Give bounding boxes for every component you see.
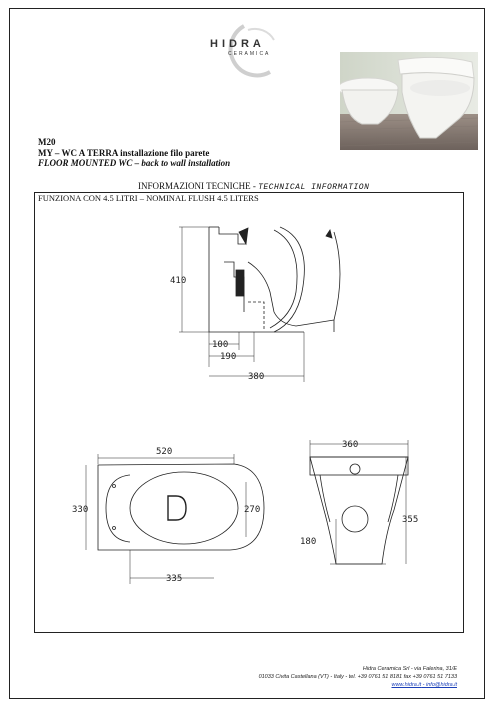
dim-front-355: 355 <box>402 515 419 525</box>
footer-company: Hidra Ceramica Srl - via Falerina, 31/E <box>362 666 457 672</box>
dim-front-width: 360 <box>342 440 359 450</box>
top-view <box>86 454 264 584</box>
dim-top-335: 335 <box>166 574 183 584</box>
product-photo <box>340 52 478 150</box>
technical-drawing <box>34 192 464 633</box>
footer-contacts <box>391 682 457 688</box>
brand-subtitle: CERAMICA <box>228 51 271 57</box>
technical-information-heading <box>138 181 369 192</box>
dim-side-height: 410 <box>170 276 187 286</box>
dim-top-270: 270 <box>244 505 261 515</box>
front-view <box>310 440 408 564</box>
footer-website-link[interactable]: www.hidra.it <box>391 682 422 688</box>
heading-english: TECHNICAL INFORMATION <box>258 183 370 192</box>
dim-top-width: 330 <box>72 505 89 515</box>
dim-top-length: 520 <box>156 447 173 457</box>
brand-logo-mark <box>208 20 298 80</box>
dim-front-180: 180 <box>300 537 317 547</box>
dim-side-190: 190 <box>220 352 237 362</box>
footer-separator: - <box>421 682 427 688</box>
product-title-italian: MY – WC A TERRA installazione filo parete <box>38 148 210 158</box>
footer-email-link[interactable]: info@hidra.it <box>426 682 457 688</box>
dim-side-100: 100 <box>212 340 229 350</box>
dim-side-380: 380 <box>248 372 265 382</box>
nominal-flush-note: FUNZIONA CON 4.5 LITRI – NOMINAL FLUSH 4.5 LITERS <box>38 193 259 203</box>
side-view <box>179 227 340 382</box>
heading-italian: INFORMAZIONI TECNICHE - <box>138 181 259 191</box>
product-title-english: FLOOR MOUNTED WC – back to wall installation <box>38 158 231 168</box>
product-code: M20 <box>38 137 56 147</box>
brand-name: HIDRA <box>210 38 265 50</box>
footer-address: 01033 Civita Castellana (VT) - Italy - tel. +39 0761 51 8181 fax +39 0761 51 7133 <box>258 674 457 680</box>
